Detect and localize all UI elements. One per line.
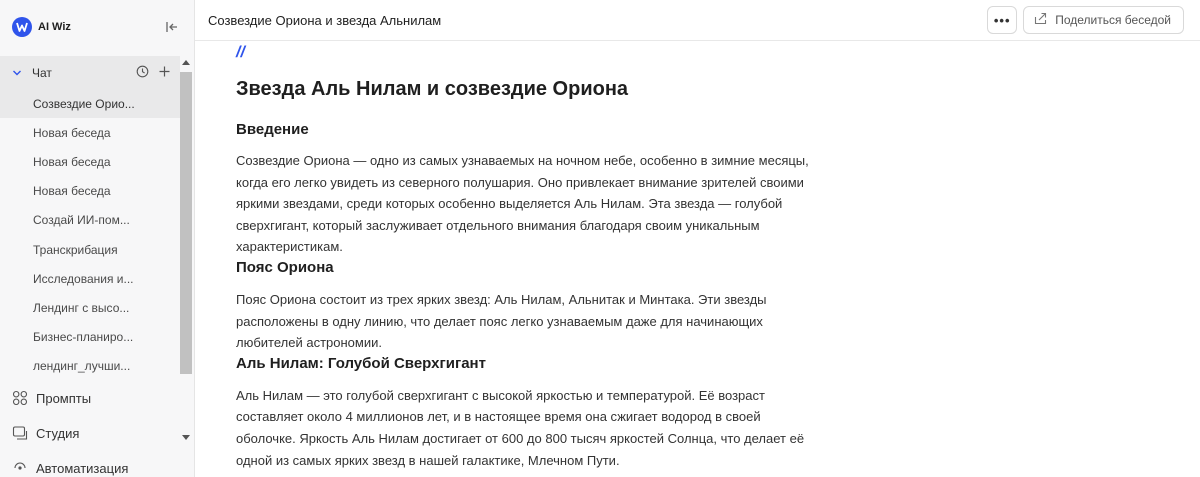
chat-list-item[interactable]: Транскрибация — [33, 242, 118, 257]
more-options-button[interactable]: ••• — [987, 6, 1017, 34]
assistant-message — [236, 42, 856, 471]
paragraph-line: оболочке. Яркость Аль Нилам достигает от 600 до 800 тысяч яркостей Солнца, что делает её — [236, 430, 805, 446]
paragraph-line: любителей астрономии. — [236, 335, 382, 351]
sidebar-item-chat-label: Чат — [32, 65, 52, 80]
sidebar-item-prompts[interactable] — [0, 381, 180, 416]
paragraph-line: одной из самых ярких звезд в нашей галактике, Млечном Пути. — [236, 452, 620, 468]
sidebar-item-prompts-label: Промпты — [36, 390, 92, 406]
share-conversation-button[interactable] — [1023, 6, 1184, 34]
share-icon — [1034, 12, 1047, 28]
paragraph-line: расположены в одну линию, что делает пояс легко узнаваемым даже для начинающих — [236, 313, 763, 329]
studio-icon — [12, 425, 28, 441]
paragraph-line: составляет около 4 миллионов лет, и в настоящее время она сжигает водород в своей — [236, 409, 761, 425]
brand-header — [0, 0, 194, 54]
sidebar-item-automation-label: Автоматизация — [36, 460, 129, 476]
chat-list-item[interactable]: Созвездие Орио... — [0, 89, 180, 118]
chat-list-item[interactable]: Создай ИИ-пом... — [33, 213, 130, 228]
quote-mark: // — [236, 44, 245, 61]
section-paragraph — [236, 385, 856, 471]
history-icon[interactable] — [136, 65, 149, 81]
paragraph-line: Аль Нилам — это голубой сверхгигант с высокой яркостью и температурой. Её возраст — [236, 387, 765, 403]
section-heading: Введение — [236, 121, 309, 138]
brand-name: AI Wiz — [38, 21, 71, 33]
article-title: Звезда Аль Нилам и созвездие Ориона — [236, 78, 629, 100]
conversation-title: Созвездие Ориона и звезда Альнилам — [208, 12, 442, 28]
paragraph-line: когда его легко увидеть из северного полушария. Оно привлекает внимание зрителей своими — [236, 174, 804, 190]
section-paragraph — [236, 150, 856, 258]
ai-wiz-logo — [12, 17, 32, 37]
paragraph-line: сверхгигант, который заслуживает отдельного внимания благодаря своим уникальным — [236, 217, 760, 233]
grid-icon — [12, 390, 28, 406]
section-paragraph — [236, 289, 856, 354]
sidebar — [0, 0, 195, 477]
paragraph-line: яркими звездами, среди которых особенно выделяется Аль Нилам. Эта звезда — голубой — [236, 196, 783, 212]
collapse-sidebar-icon[interactable] — [164, 19, 180, 35]
header-actions — [987, 6, 1184, 34]
sidebar-item-studio-label: Студия — [36, 425, 80, 441]
scroll-up-arrow-icon[interactable] — [182, 60, 190, 65]
chat-list-item[interactable]: Бизнес-планиро... — [33, 330, 134, 345]
paragraph-line: характеристикам. — [236, 239, 343, 255]
share-button-label: Поделиться беседой — [1055, 13, 1171, 27]
section-heading: Пояс Ориона — [236, 258, 334, 276]
sidebar-item-studio[interactable] — [0, 416, 180, 451]
sidebar-nav — [0, 56, 180, 477]
chat-list-item[interactable]: Исследования и... — [33, 271, 134, 286]
chat-list-item[interactable]: Новая беседа — [33, 184, 111, 199]
chevron-down-icon[interactable] — [12, 68, 24, 78]
main-panel — [195, 0, 1200, 477]
section-heading: Аль Нилам: Голубой Сверхгигант — [236, 354, 486, 372]
chat-list-item[interactable]: лендинг_лучши... — [33, 359, 131, 374]
sidebar-item-chat[interactable] — [0, 56, 180, 89]
paragraph-line: Созвездие Ориона — одно из самых узнаваемых на ночном небе, особенно в зимние месяцы, — [236, 153, 809, 168]
sidebar-item-automation[interactable] — [0, 451, 180, 477]
chat-list — [0, 89, 180, 381]
automation-icon — [12, 460, 28, 476]
scroll-down-arrow-icon[interactable] — [182, 435, 190, 440]
conversation-header — [195, 0, 1200, 41]
chat-list-item[interactable]: Лендинг с высо... — [33, 300, 130, 315]
paragraph-line: Пояс Ориона состоит из трех ярких звезд: Аль Нилам, Альнитак и Минтака. Эти звезды — [236, 291, 767, 307]
chat-list-item[interactable]: Новая беседа — [33, 154, 111, 169]
scrollbar-thumb[interactable] — [180, 72, 192, 374]
chat-list-item[interactable]: Новая беседа — [33, 125, 111, 140]
new-chat-plus-icon[interactable] — [159, 66, 170, 80]
